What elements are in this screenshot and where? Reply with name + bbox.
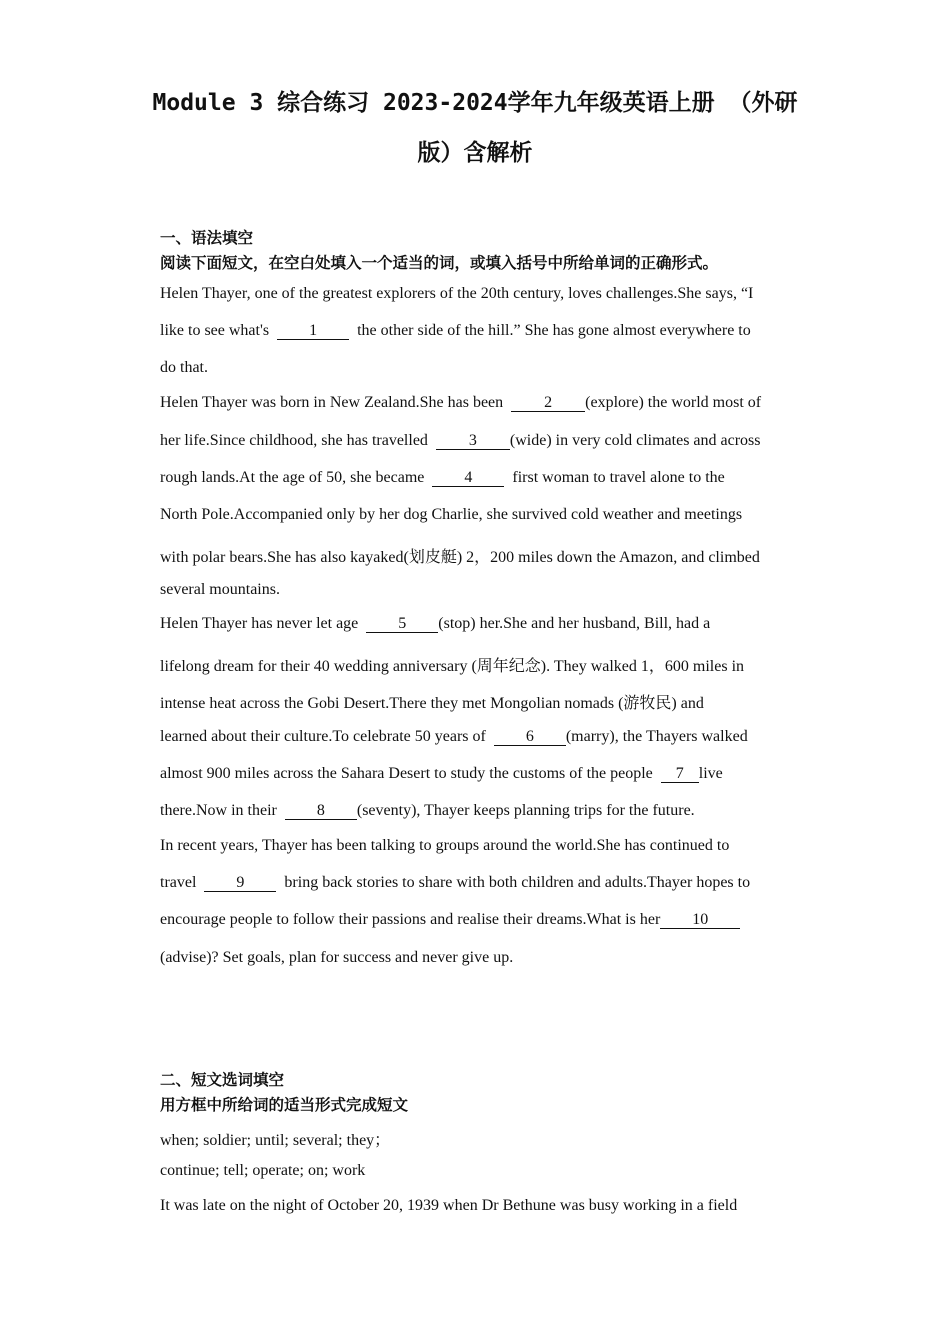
passage-line: In recent years, Thayer has been talking to groups around the world.She has continued to [160, 837, 730, 854]
answer-blank-3[interactable]: 3 [436, 433, 510, 450]
answer-blank-7[interactable]: 7 [661, 766, 699, 783]
section-2-instruction: 用方框中所给词的适当形式完成短文 [160, 1096, 409, 1114]
passage-line: Helen Thayer was born in New Zealand.She has been 2 (explore) the world most of [160, 394, 762, 411]
passage-line: do that. [160, 359, 208, 376]
passage-line: encourage people to follow their passions and realise their dreams.What is her 10 [160, 911, 744, 929]
passage-line: like to see what's 1 the other side of the hill.” She has gone almost everywhere to [160, 322, 751, 339]
answer-blank-8[interactable]: 8 [285, 803, 357, 820]
section-1-instruction: 阅读下面短文，在空白处填入一个适当的词，或填入括号中所给单词的正确形式。 [160, 254, 719, 272]
passage-line: It was late on the night of October 20, 1939 when Dr Bethune was busy working in a field [160, 1197, 738, 1214]
passage-line: there.Now in their 8 (seventy), Thayer keeps planning trips for the future. [160, 802, 695, 819]
word-bank-line-2: continue; tell; operate; on; work [160, 1162, 366, 1179]
passage-line: Helen Thayer has never let age 5 (stop) her.She and her husband, Bill, had a [160, 615, 711, 632]
passage-line: Helen Thayer, one of the greatest explorers of the 20th century, loves challenges.She says, “I [160, 285, 754, 302]
answer-blank-9[interactable]: 9 [204, 875, 276, 892]
answer-blank-2[interactable]: 2 [511, 395, 585, 412]
word-bank-line-1: when; soldier; until; several; they； [160, 1132, 391, 1149]
passage-line: her life.Since childhood, she has travelled 3 (wide) in very cold climates and across [160, 432, 761, 449]
answer-blank-10[interactable]: 10 [660, 912, 740, 929]
section-1-heading: 一、语法填空 [160, 229, 254, 247]
passage-line: learned about their culture.To celebrate 50 years of 6 (marry), the Thayers walked [160, 728, 748, 745]
passage-line: with polar bears.She has also kayaked(划皮艇) 2，200 miles down the Amazon, and climbed [160, 549, 760, 566]
title-line-2: 版）含解析 [417, 140, 533, 166]
section-2-heading: 二、短文选词填空 [160, 1071, 285, 1089]
answer-blank-5[interactable]: 5 [366, 616, 438, 633]
passage-line: lifelong dream for their 40 wedding anniversary (周年纪念). They walked 1，600 miles in [160, 658, 745, 675]
passage-line: almost 900 miles across the Sahara Desert to study the customs of the people 7 live [160, 765, 723, 782]
passage-line: several mountains. [160, 581, 280, 598]
passage-line: intense heat across the Gobi Desert.There they met Mongolian nomads (游牧民) and [160, 695, 704, 712]
answer-blank-1[interactable]: 1 [277, 323, 349, 340]
page-title [150, 78, 800, 178]
passage-line: travel 9 bring back stories to share with both children and adults.Thayer hopes to [160, 874, 751, 891]
passage-line: North Pole.Accompanied only by her dog Charlie, she survived cold weather and meetings [160, 506, 743, 523]
title-line-1: Module 3 综合练习 2023-2024学年九年级英语上册 （外研 [152, 90, 798, 116]
answer-blank-4[interactable]: 4 [432, 470, 504, 487]
passage-line: (advise)? Set goals, plan for success and never give up. [160, 949, 514, 966]
answer-blank-6[interactable]: 6 [494, 729, 566, 746]
passage-line: rough lands.At the age of 50, she became 4 first woman to travel alone to the [160, 469, 725, 486]
